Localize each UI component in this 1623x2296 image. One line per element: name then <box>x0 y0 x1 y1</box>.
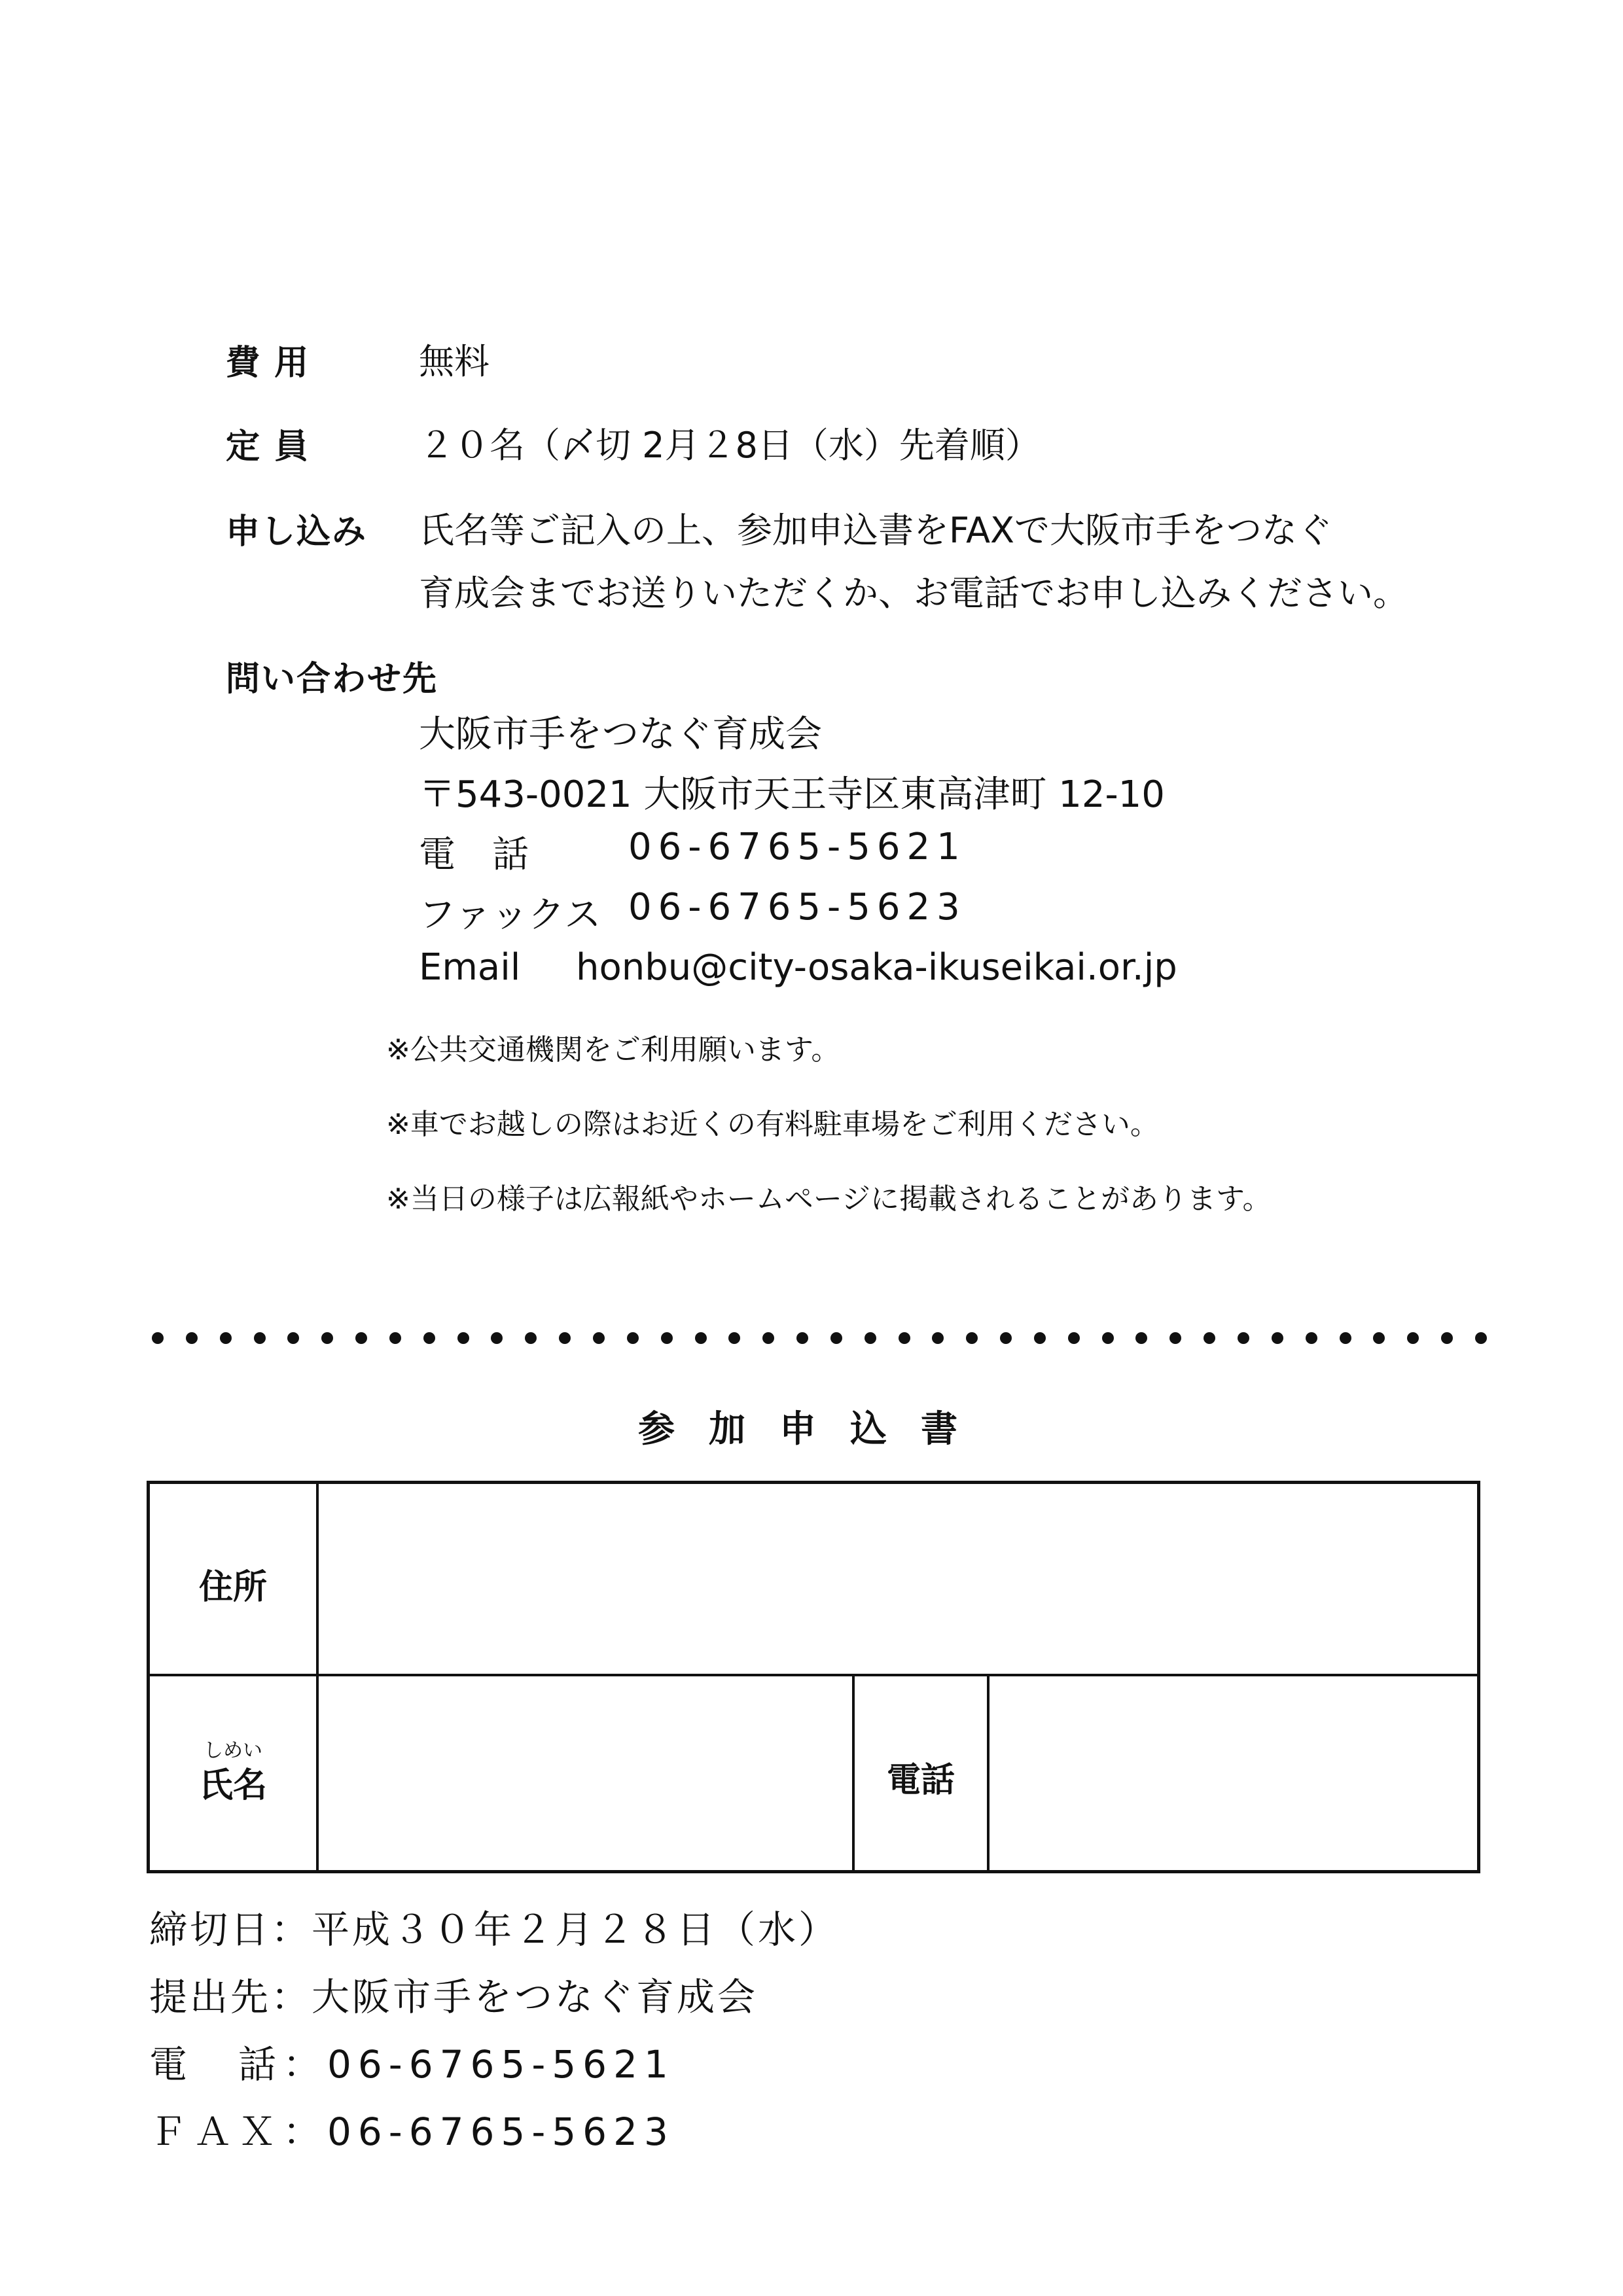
application-line-2: 育成会までお送りいただくか、お電話でお申し込みください。 <box>419 573 1408 614</box>
name-ruby: しめい <box>204 1739 262 1762</box>
footer-deadline: 締切日：平成３０年２月２８日（水） <box>149 1907 840 1952</box>
separator-dot <box>355 1332 367 1344</box>
fee-value: 無料 <box>419 341 490 382</box>
separator-dot <box>1204 1332 1215 1344</box>
note-3: ※当日の様子は広報紙やホームページに掲載されることがあります。 <box>386 1182 1272 1216</box>
contact-fax: 06-6765-5623 <box>628 886 967 928</box>
separator-dot <box>1034 1332 1046 1344</box>
separator-dot <box>1475 1332 1487 1344</box>
separator-dot <box>865 1332 876 1344</box>
dotted-separator <box>152 1330 1487 1346</box>
separator-dot <box>796 1332 808 1344</box>
address-label: 住所 <box>198 1568 267 1607</box>
separator-dot <box>966 1332 978 1344</box>
capacity-label: 定 員 <box>226 427 310 467</box>
separator-dot <box>220 1332 232 1344</box>
separator-dot <box>762 1332 774 1344</box>
separator-dot <box>695 1332 707 1344</box>
separator-dot <box>830 1332 842 1344</box>
separator-dot <box>1068 1332 1080 1344</box>
separator-dot <box>525 1332 537 1344</box>
note-1: ※公共交通機関をご利用願います。 <box>386 1033 840 1067</box>
address-field[interactable] <box>321 1487 1477 1671</box>
separator-dot <box>932 1332 944 1344</box>
separator-dot <box>491 1332 503 1344</box>
separator-dot <box>1135 1332 1147 1344</box>
contact-email-link[interactable]: honbu@city-osaka-ikuseikai.or.jp <box>576 946 1177 989</box>
name-field[interactable] <box>321 1679 850 1870</box>
table-column-divider <box>987 1674 990 1873</box>
separator-dot <box>321 1332 333 1344</box>
separator-dot <box>1102 1332 1114 1344</box>
separator-dot <box>1306 1332 1317 1344</box>
phone-field[interactable] <box>992 1679 1477 1870</box>
separator-dot <box>661 1332 673 1344</box>
note-2: ※車でお越しの際はお近くの有料駐車場をご利用ください。 <box>386 1108 1159 1141</box>
application-line-1: 氏名等ご記入の上、参加申込書をFAXで大阪市手をつなぐ <box>419 510 1333 551</box>
separator-dot <box>1169 1332 1181 1344</box>
separator-dot <box>287 1332 299 1344</box>
phone-label: 電話 <box>886 1761 955 1800</box>
separator-dot <box>899 1332 910 1344</box>
separator-dot <box>186 1332 198 1344</box>
separator-dot <box>1000 1332 1012 1344</box>
name-label: 氏名 <box>198 1766 267 1805</box>
contact-org: 大阪市手をつなぐ育成会 <box>419 713 822 756</box>
separator-dot <box>389 1332 401 1344</box>
application-form-table <box>147 1481 1480 1873</box>
application-label: 申し込み <box>226 512 368 552</box>
separator-dot <box>423 1332 435 1344</box>
separator-dot <box>1373 1332 1385 1344</box>
separator-dot <box>1407 1332 1419 1344</box>
separator-dot <box>1238 1332 1249 1344</box>
contact-phone: 06-6765-5621 <box>628 826 967 868</box>
contact-phone-label: 電 話 <box>419 834 529 876</box>
footer-fax: ＦＡＸ：06-6765-5623 <box>149 2110 675 2154</box>
separator-dot <box>254 1332 266 1344</box>
separator-dot <box>1340 1332 1351 1344</box>
capacity-value: ２０名（〆切 2月２8日（水）先着順） <box>419 425 1041 466</box>
contact-address: 〒543-0021 大阪市天王寺区東高津町 12-10 <box>419 773 1165 816</box>
fee-label: 費 用 <box>226 344 310 383</box>
separator-dot <box>457 1332 469 1344</box>
separator-dot <box>728 1332 740 1344</box>
separator-dot <box>152 1332 164 1344</box>
separator-dot <box>593 1332 605 1344</box>
table-column-divider <box>316 1484 319 1870</box>
footer-phone: 電 話：06-6765-5621 <box>149 2042 675 2087</box>
table-row-divider <box>150 1674 1477 1676</box>
footer-submit-to: 提出先：大阪市手をつなぐ育成会 <box>149 1975 758 2019</box>
separator-dot <box>1441 1332 1453 1344</box>
separator-dot <box>627 1332 639 1344</box>
contact-label: 問い合わせ先 <box>226 660 438 699</box>
form-title: 参加申込書 <box>638 1408 991 1451</box>
contact-fax-label: ファックス <box>419 894 601 936</box>
contact-email-label: Email <box>419 946 521 989</box>
separator-dot <box>559 1332 571 1344</box>
separator-dot <box>1272 1332 1283 1344</box>
